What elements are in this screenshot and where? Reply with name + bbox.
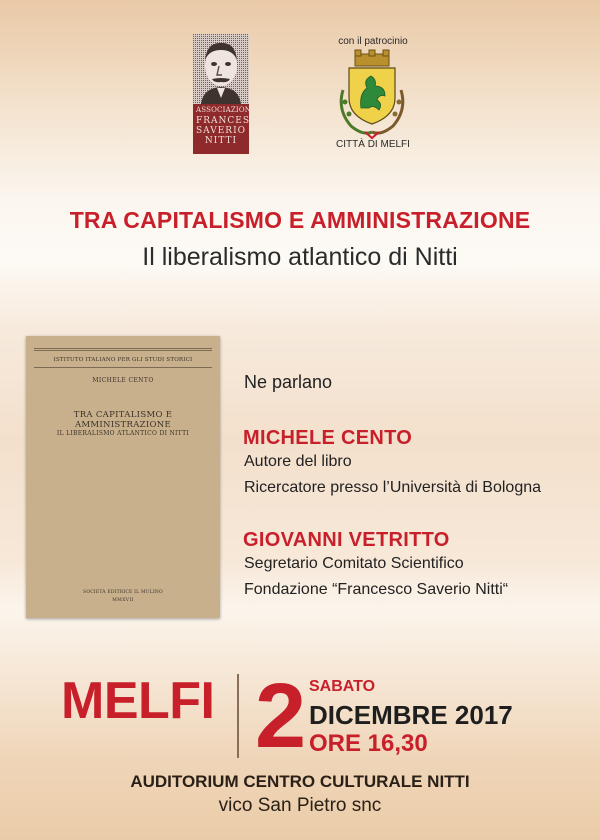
logo-line: ASSOCIAZIONE <box>196 106 257 114</box>
association-logo-text <box>196 106 267 146</box>
speaker-name: MICHELE CENTO <box>243 427 413 449</box>
cover-rule <box>34 350 212 351</box>
speakers-intro: Ne parlano <box>244 372 333 392</box>
city-crest-icon <box>329 50 415 140</box>
logo-line: NITTI <box>204 135 238 146</box>
venue-name: AUDITORIUM CENTRO CULTURALE NITTI <box>130 772 470 791</box>
patronage-city: CITTÀ DI MELFI <box>336 139 410 150</box>
event-weekday: SABATO <box>309 678 376 695</box>
logo-line: FRANCESCO <box>196 115 267 126</box>
logo-line: SAVERIO <box>196 125 246 136</box>
cover-title: TRA CAPITALISMO E AMMINISTRAZIONE <box>73 410 173 430</box>
nitti-portrait-icon <box>193 34 249 104</box>
speaker-role: Ricercatore presso l’Università di Bologna <box>244 479 542 496</box>
event-time: ORE 16,30 <box>309 730 428 757</box>
speaker-role: Segretario Comitato Scientifico <box>244 555 464 572</box>
event-subtitle: Il liberalismo atlantico di Nitti <box>142 243 458 271</box>
event-month-year: DICEMBRE 2017 <box>309 700 513 730</box>
venue-address: vico San Pietro snc <box>218 795 382 816</box>
patronage-label: con il patrocinio <box>338 36 408 47</box>
book-cover <box>26 336 220 618</box>
speaker-name: GIOVANNI VETRITTO <box>243 529 450 551</box>
cover-rule <box>34 367 212 368</box>
event-day: 2 <box>255 665 307 767</box>
date-divider <box>237 674 239 758</box>
speaker-role: Autore del libro <box>244 453 352 470</box>
cover-rule <box>34 348 212 349</box>
cover-publisher: SOCIETÀ EDITRICE IL MULINO <box>83 590 163 595</box>
association-logo <box>193 34 267 154</box>
cover-author: MICHELE CENTO <box>92 377 154 384</box>
cover-subtitle: IL LIBERALISMO ATLANTICO DI NITTI <box>56 430 190 437</box>
event-city: MELFI <box>61 672 215 730</box>
cover-institute: ISTITUTO ITALIANO PER GLI STUDI STORICI <box>53 357 193 363</box>
cover-year: MMXVII <box>112 598 134 603</box>
speaker-role: Fondazione “Francesco Saverio Nitti“ <box>244 581 509 598</box>
event-title: TRA CAPITALISMO E AMMINISTRAZIONE <box>69 207 531 233</box>
